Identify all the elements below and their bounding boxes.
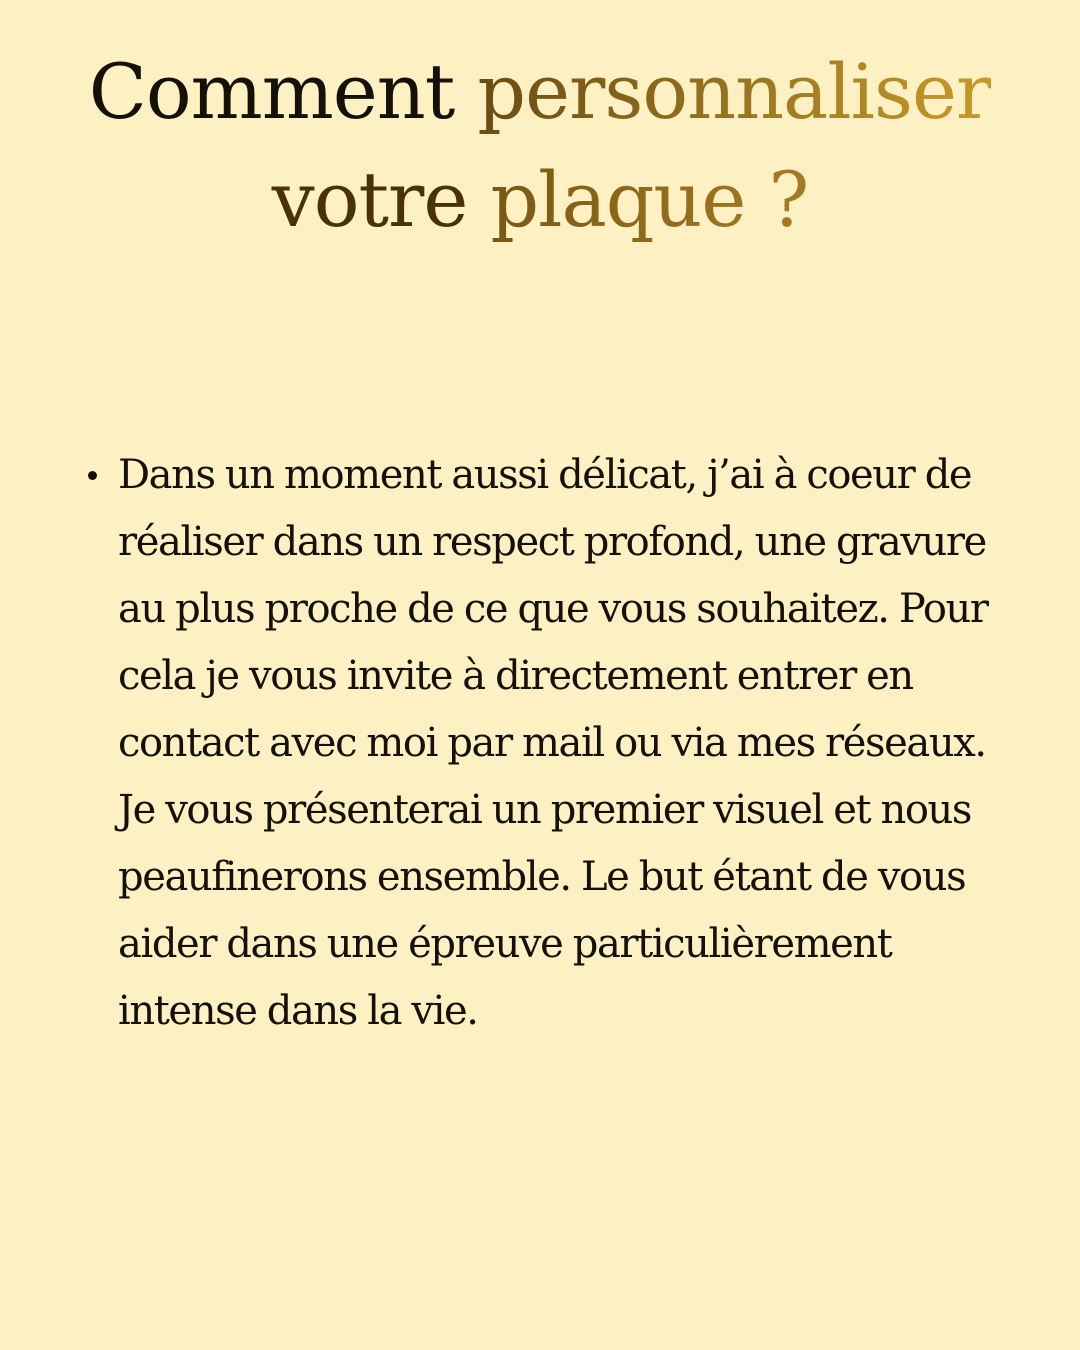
bullet-dot-icon (88, 471, 97, 480)
title-line-1 (0, 38, 1080, 146)
title-word-personnaliser: personnaliser (477, 47, 992, 136)
title-word-comment: Comment (88, 47, 455, 136)
bullet-text: Dans un moment aussi délicat, j’ai à coeur de réaliser dans un respect profond, une gravure au plus proche de ce que vous souhaitez. Pour cela je vous invite à directement entrer en contact avec moi par mail ou via mes réseaux. Je vous présenterai un premier visuel et nous peaufinerons ensemble. Le but étant de vous aider dans une épreuve particulièrement intense dans la vie. (118, 452, 988, 1034)
title-line-2 (0, 146, 1080, 254)
page-title (0, 38, 1080, 254)
bullet-list (118, 442, 1018, 1045)
list-item (118, 442, 1018, 1045)
title-word-votre: votre (271, 155, 468, 244)
title-word-plaque: plaque ? (490, 155, 809, 244)
